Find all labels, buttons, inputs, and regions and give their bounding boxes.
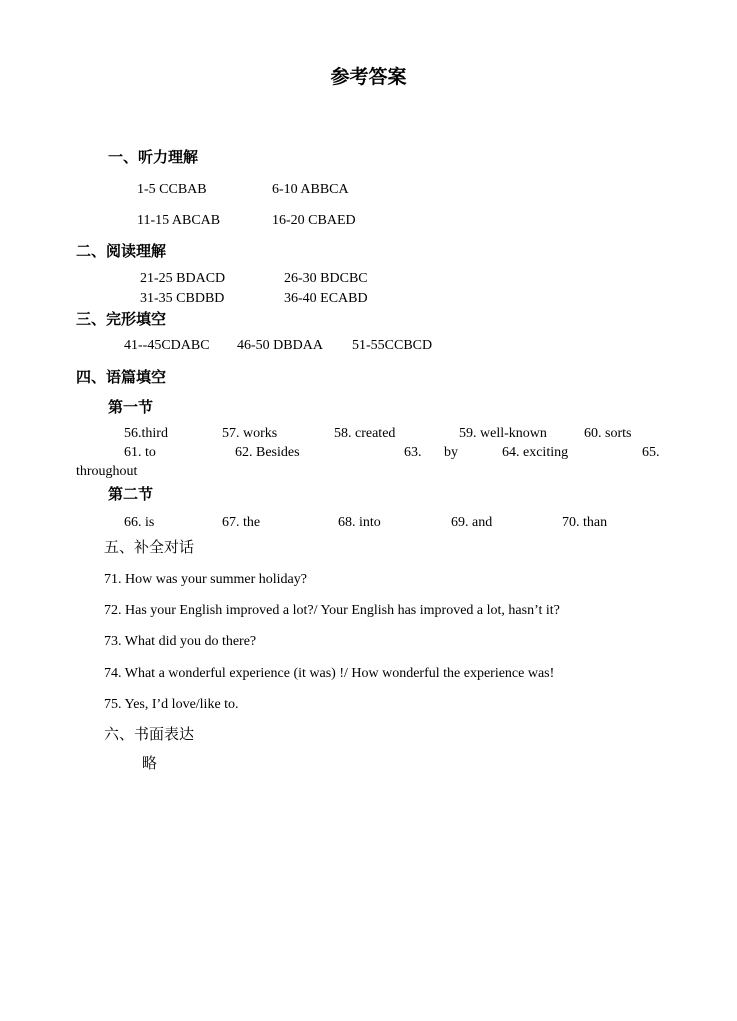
answer-63-number: 63. — [404, 445, 422, 460]
answer-64: 64. exciting — [502, 445, 569, 460]
answer-75: 75. Yes, I’d love/like to. — [104, 697, 239, 712]
answer-21-25: 21-25 BDACD — [140, 271, 226, 286]
answer-66: 66. is — [124, 515, 155, 530]
subsection-label-part2: 第二节 — [108, 487, 154, 503]
answer-72: 72. Has your English improved a lot?/ Your English has improved a lot, hasn’t it? — [104, 603, 560, 618]
answer-31-35: 31-35 CBDBD — [140, 291, 225, 306]
answer-59: 59. well-known — [459, 426, 547, 441]
answer-51-55: 51-55CCBCD — [352, 338, 433, 353]
answer-16-20: 16-20 CBAED — [272, 213, 356, 228]
page-title: 参考答案 — [330, 67, 407, 88]
answer-65: throughout — [76, 464, 138, 479]
answer-60: 60. sorts — [584, 426, 632, 441]
answer-11-15: 11-15 ABCAB — [137, 213, 221, 228]
answer-58: 58. created — [334, 426, 396, 441]
answer-46-50: 46-50 DBDAA — [237, 338, 323, 353]
answer-62: 62. Besides — [235, 445, 300, 460]
answer-70: 70. than — [562, 515, 608, 530]
answer-65-number: 65. — [642, 445, 660, 460]
answer-67: 67. the — [222, 515, 261, 530]
section-heading-writing: 六、书面表达 — [104, 727, 195, 743]
writing-answer: 略 — [142, 756, 158, 772]
section-heading-reading: 二、阅读理解 — [76, 244, 167, 260]
answer-41-45: 41--45CDABC — [124, 338, 210, 353]
answer-61: 61. to — [124, 445, 156, 460]
answer-74: 74. What a wonderful experience (it was) !/ How wonderful the experience was! — [104, 666, 555, 681]
section-heading-cloze: 三、完形填空 — [76, 312, 167, 328]
answer-69: 69. and — [451, 515, 493, 530]
answer-6-10: 6-10 ABBCA — [272, 182, 349, 197]
section-heading-listening: 一、听力理解 — [108, 150, 199, 166]
answer-57: 57. works — [222, 426, 278, 441]
answer-56: 56.third — [124, 426, 168, 441]
section-heading-dialogue: 五、补全对话 — [104, 540, 195, 556]
answer-68: 68. into — [338, 515, 381, 530]
answer-1-5: 1-5 CCBAB — [137, 182, 207, 197]
answer-73: 73. What did you do there? — [104, 634, 257, 649]
answer-71: 71. How was your summer holiday? — [104, 572, 307, 587]
answer-36-40: 36-40 ECABD — [284, 291, 368, 306]
subsection-label-part1: 第一节 — [108, 400, 154, 416]
section-heading-passage-fill: 四、语篇填空 — [76, 370, 167, 386]
answer-63: by — [444, 445, 458, 460]
answer-26-30: 26-30 BDCBC — [284, 271, 368, 286]
